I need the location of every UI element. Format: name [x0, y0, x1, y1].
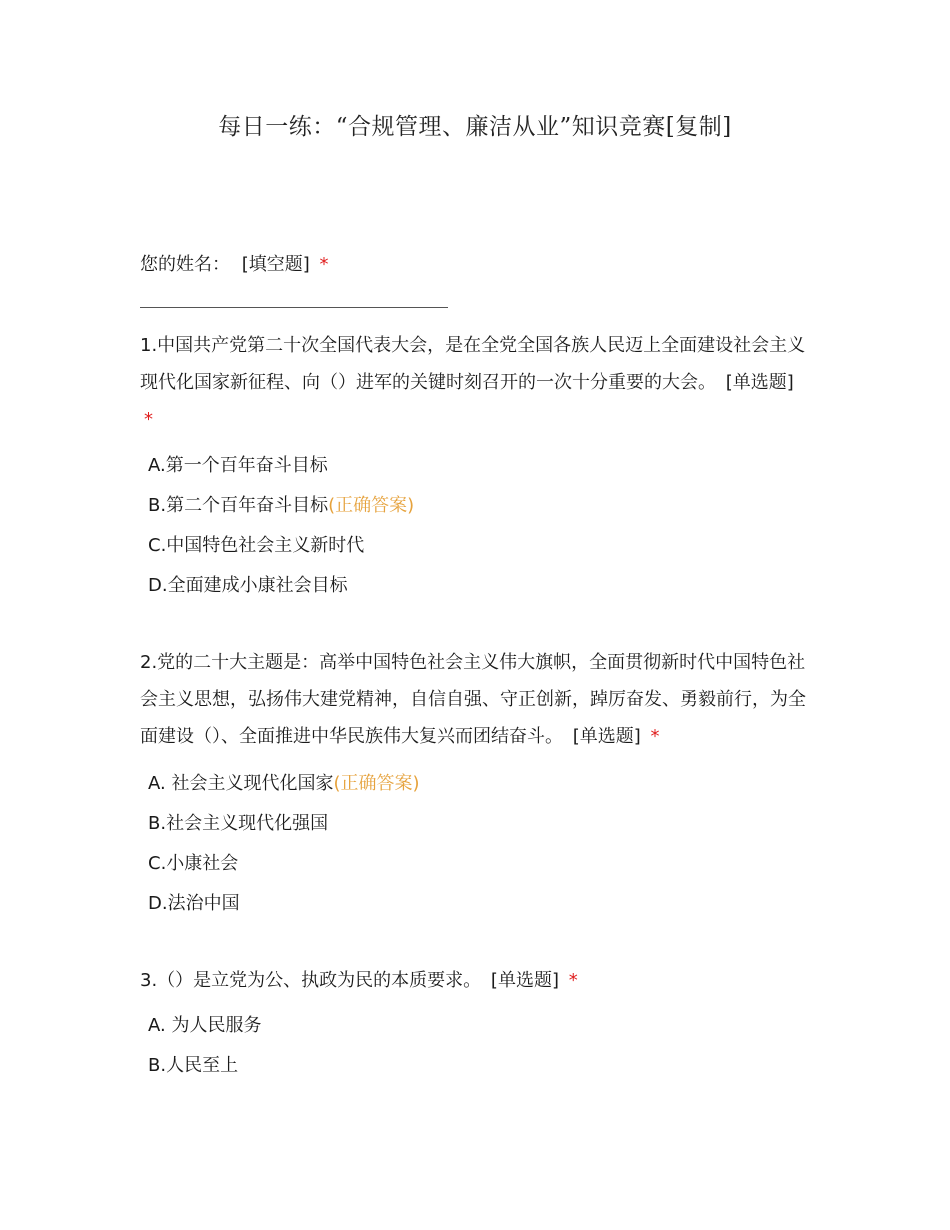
question-3-required-mark: * — [568, 970, 578, 991]
option-label: B.社会主义现代化强国 — [148, 813, 329, 834]
option-label: D.法治中国 — [148, 893, 240, 914]
question-1 — [140, 327, 812, 438]
name-question-label: 您的姓名： — [140, 254, 230, 275]
question-2 — [140, 644, 812, 755]
option-label: A. 为人民服务 — [148, 1015, 262, 1036]
question-2-option-b[interactable] — [148, 811, 328, 837]
question-2-option-d[interactable] — [148, 891, 240, 917]
page-title: 每日一练：“合规管理、廉洁从业”知识竞赛[复制] — [218, 114, 732, 140]
correct-answer-note: (正确答案) — [328, 495, 415, 516]
question-3 — [140, 962, 812, 999]
correct-answer-note: (正确答案) — [333, 773, 420, 794]
question-3-text: 3.（）是立党为公、执政为民的本质要求。 — [140, 970, 482, 991]
option-label: C.小康社会 — [148, 853, 239, 874]
question-1-option-c[interactable] — [148, 533, 364, 559]
option-label: A. 社会主义现代化国家 — [148, 773, 334, 794]
question-1-option-a[interactable] — [148, 453, 328, 479]
name-input-line[interactable] — [140, 307, 448, 308]
question-2-text: 2.党的二十大主题是：高举中国特色社会主义伟大旗帜，全面贯彻新时代中国特色社会主义思想，弘扬伟大建党精神，自信自强、守正创新，踔厉奋发、勇毅前行，为全面建设（）、全面推进中华民族伟大复兴而团结奋斗。 — [140, 652, 806, 747]
question-2-option-c[interactable] — [148, 851, 238, 877]
required-mark: * — [319, 254, 329, 275]
question-1-required-mark: * — [144, 409, 153, 430]
question-2-required-mark: * — [650, 726, 660, 747]
question-3-option-a[interactable] — [148, 1013, 261, 1039]
option-label: D.全面建成小康社会目标 — [148, 575, 348, 596]
question-1-text: 1.中国共产党第二十次全国代表大会，是在全党全国各族人民迈上全面建设社会主义现代化国家新征程、向（）进军的关键时刻召开的一次十分重要的大会。 — [140, 335, 806, 393]
question-1-option-b[interactable] — [148, 493, 414, 519]
name-question — [140, 246, 812, 283]
option-label: B.人民至上 — [148, 1055, 239, 1076]
question-type: [填空题] — [241, 254, 310, 275]
question-2-type: [单选题] — [572, 726, 641, 747]
question-1-option-d[interactable] — [148, 573, 348, 599]
question-3-type: [单选题] — [490, 970, 559, 991]
option-label: C.中国特色社会主义新时代 — [148, 535, 365, 556]
question-1-type: [单选题] — [725, 372, 794, 393]
option-label: A.第一个百年奋斗目标 — [148, 455, 328, 476]
question-3-option-b[interactable] — [148, 1053, 238, 1079]
option-label: B.第二个百年奋斗目标 — [148, 495, 329, 516]
question-2-option-a[interactable] — [148, 771, 420, 797]
